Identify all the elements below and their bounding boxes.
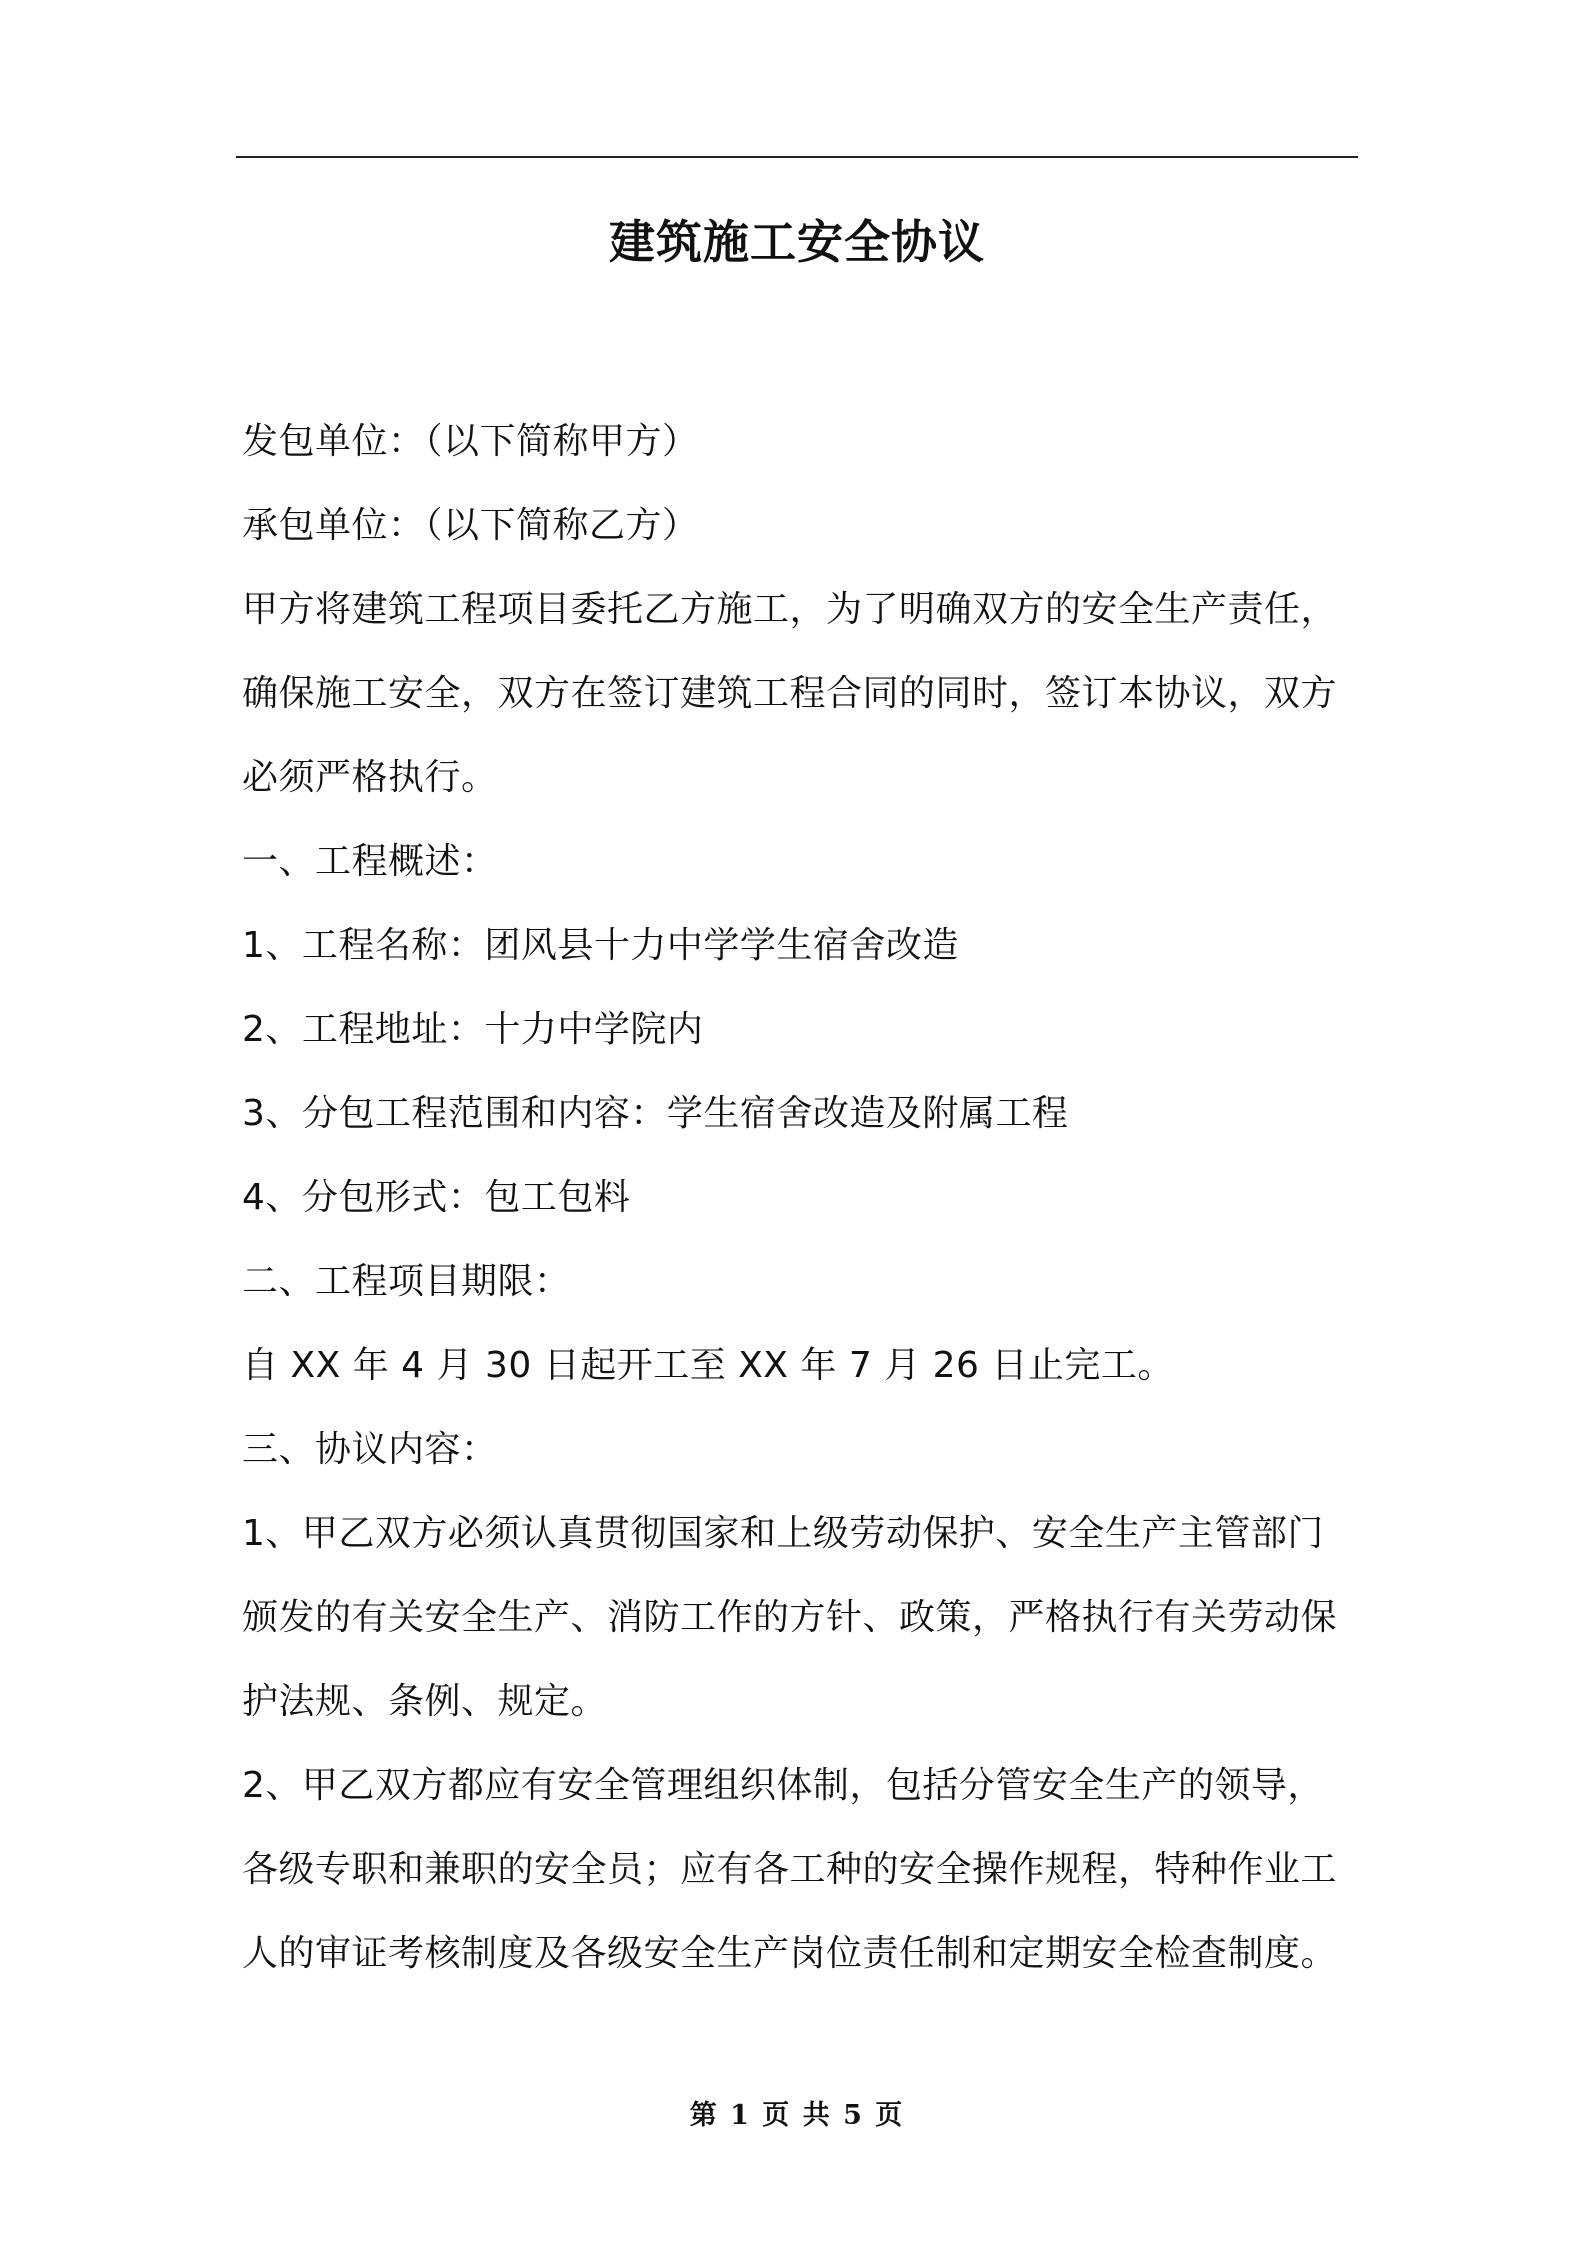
- text-line: 承包单位：（以下简称乙方）: [242, 505, 699, 546]
- document-body: [242, 400, 1360, 1996]
- document-title: 建筑施工安全协议: [609, 215, 985, 269]
- text-line: 2、甲乙双方都应有安全管理组织体制，包括分管安全生产的领导，: [242, 1765, 1324, 1806]
- text-line: 人的审证考核制度及各级安全生产岗位责任制和定期安全检查制度。: [242, 1933, 1338, 1974]
- text-line: 3、分包工程范围和内容：学生宿舍改造及附属工程: [242, 1093, 1069, 1134]
- text-line: 甲方将建筑工程项目委托乙方施工，为了明确双方的安全生产责任，: [242, 589, 1338, 630]
- section-heading: 二、工程项目期限：: [242, 1261, 571, 1302]
- text-line: 自 XX 年 4 月 30 日起开工至 XX 年 7 月 26 日止完工。: [242, 1345, 1174, 1386]
- text-line: 发包单位：（以下简称甲方）: [242, 421, 699, 462]
- text-line: 各级专职和兼职的安全员；应有各工种的安全操作规程，特种作业工: [242, 1849, 1338, 1890]
- section-heading: 一、工程概述：: [242, 841, 498, 882]
- text-line: 1、甲乙双方必须认真贯彻国家和上级劳动保护、安全生产主管部门: [242, 1513, 1324, 1554]
- text-line: 1、工程名称：团风县十力中学学生宿舍改造: [242, 925, 959, 966]
- text-line: 必须严格执行。: [242, 757, 498, 798]
- text-line: 颁发的有关安全生产、消防工作的方针、政策，严格执行有关劳动保: [242, 1597, 1338, 1638]
- text-line: 4、分包形式：包工包料: [242, 1177, 631, 1218]
- text-line: 护法规、条例、规定。: [242, 1681, 608, 1722]
- section-heading: 三、协议内容：: [242, 1429, 498, 1470]
- header-rule: [236, 156, 1358, 158]
- page-number-footer: 第 1 页 共 5 页: [689, 2100, 905, 2131]
- text-line: 确保施工安全，双方在签订建筑工程合同的同时，签订本协议，双方: [242, 673, 1338, 714]
- text-line: 2、工程地址：十力中学院内: [242, 1009, 704, 1050]
